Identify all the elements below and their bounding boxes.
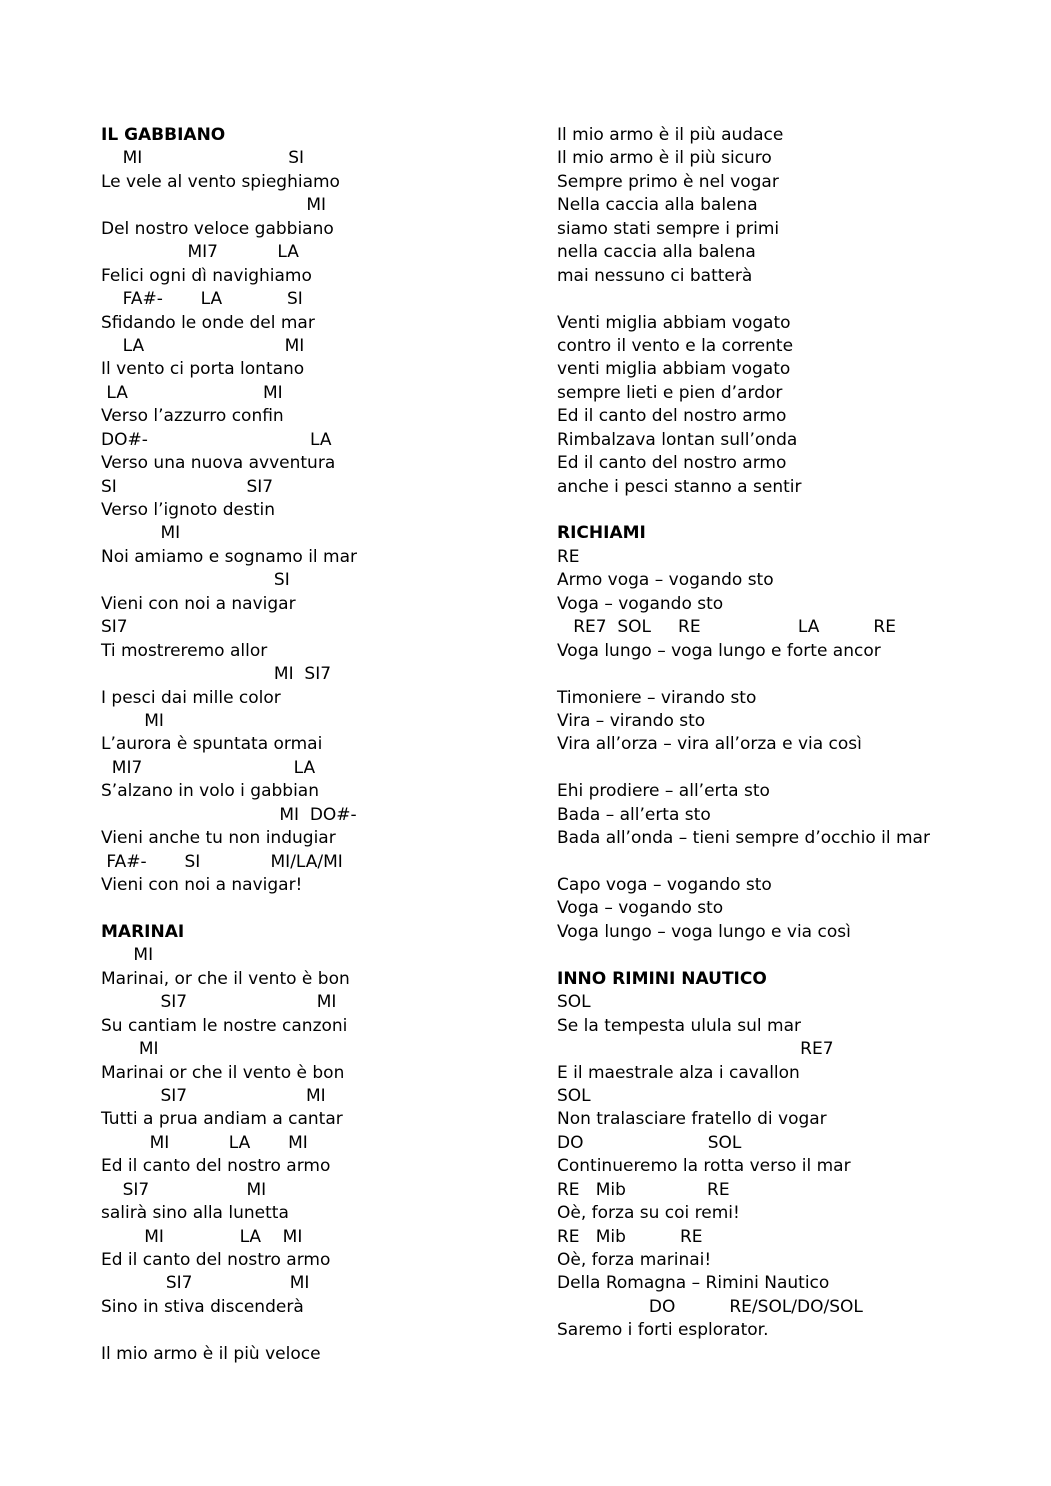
lyric-line: Sempre primo è nel vogar — [557, 171, 779, 192]
chord-line: MI — [101, 523, 181, 544]
chord-line: SI7 — [101, 617, 128, 638]
chord-line: DO SOL — [557, 1132, 742, 1153]
lyric-line: Voga lungo – voga lungo e forte ancor — [557, 640, 881, 661]
lyric-line: Verso una nuova avventura — [101, 453, 336, 474]
chord-line: DO#- LA — [101, 429, 332, 450]
chord-line: MI — [101, 1039, 159, 1060]
lyric-line: Vieni con noi a navigar — [101, 593, 296, 614]
chord-line: MI — [101, 710, 164, 731]
chord-line: SI — [101, 570, 290, 591]
lyric-line: Voga lungo – voga lungo e via così — [557, 921, 851, 942]
lyric-line: Se la tempesta ulula sul mar — [557, 1015, 802, 1036]
lyric-line: Il mio armo è il più veloce — [101, 1343, 321, 1364]
lyric-line: Continueremo la rotta verso il mar — [557, 1156, 851, 1177]
chord-line: RE Mib RE — [557, 1179, 730, 1200]
lyric-line: anche i pesci stanno a sentir — [557, 476, 802, 497]
chord-line: SI7 MI — [101, 1085, 326, 1106]
chord-line: MI7 LA — [101, 242, 299, 263]
lyric-line: Il vento ci porta lontano — [101, 359, 305, 380]
right-column — [557, 124, 1037, 1343]
lyric-line: salirà sino alla lunetta — [101, 1203, 289, 1224]
lyric-line: Bada all’onda – tieni sempre d’occhio il mar — [557, 828, 930, 849]
lyric-line: Bada – all’erta sto — [557, 804, 711, 825]
song-title: MARINAI — [101, 921, 185, 942]
chord-line: MI DO#- — [101, 804, 357, 825]
chord-line: MI SI — [101, 148, 305, 169]
chord-line: RE — [557, 546, 580, 567]
lyric-line: Su cantiam le nostre canzoni — [101, 1015, 348, 1036]
song-title: IL GABBIANO — [101, 125, 226, 145]
chord-line: SOL — [557, 992, 591, 1013]
blank-line — [557, 663, 1037, 686]
lyric-line: siamo stati sempre i primi — [557, 218, 780, 239]
lyric-line: Ed il canto del nostro armo — [101, 1156, 331, 1177]
chord-line: MI LA MI — [101, 1226, 303, 1247]
lyric-line: Oè, forza su coi remi! — [557, 1203, 740, 1224]
lyric-line: Non tralasciare fratello di vogar — [557, 1109, 827, 1130]
blank-line — [557, 757, 1037, 780]
lyric-line: Venti miglia abbiam vogato — [557, 312, 791, 333]
chord-line: MI — [101, 945, 154, 966]
lyric-line: Il mio armo è il più sicuro — [557, 148, 772, 169]
chord-line: LA MI — [101, 382, 283, 403]
lyric-line: Marinai or che il vento è bon — [101, 1062, 345, 1083]
lyric-line: Vira – virando sto — [557, 710, 706, 731]
left-column — [101, 124, 531, 1366]
chord-line: MI SI7 — [101, 664, 332, 685]
chord-line: MI LA MI — [101, 1132, 308, 1153]
lyric-line: Timoniere – virando sto — [557, 687, 757, 708]
chord-line: DO RE/SOL/DO/SOL — [557, 1296, 863, 1317]
chord-line: RE7 — [557, 1039, 834, 1060]
lyric-line: contro il vento e la corrente — [557, 335, 794, 356]
chord-line: SI7 MI — [101, 992, 337, 1013]
lyric-line: Sino in stiva discenderà — [101, 1296, 304, 1317]
lyric-line: Felici ogni dì navighiamo — [101, 265, 312, 286]
chord-line: LA MI — [101, 335, 305, 356]
chord-line: FA#- SI MI/LA/MI — [101, 851, 343, 872]
lyric-line: Ed il canto del nostro armo — [101, 1250, 331, 1270]
lyric-line: E il maestrale alza i cavallon — [557, 1062, 800, 1083]
lyric-line: Verso l’azzurro confin — [101, 406, 284, 427]
lyric-line: I pesci dai mille color — [101, 687, 281, 708]
chord-line: MI7 LA — [101, 757, 316, 778]
blank-line — [557, 499, 1037, 522]
lyric-line: Vieni con noi a navigar! — [101, 875, 303, 895]
blank-line — [557, 944, 1037, 967]
lyric-line: Verso l’ignoto destin — [101, 500, 275, 520]
lyric-line: Sfidando le onde del mar — [101, 312, 315, 333]
lyric-line: Saremo i forti esplorator. — [557, 1320, 769, 1341]
blank-line — [101, 897, 531, 920]
lyric-line: L’aurora è spuntata ormai — [101, 734, 323, 755]
lyric-line: Ed il canto del nostro armo — [557, 406, 787, 427]
lyric-line: Nella caccia alla balena — [557, 195, 758, 216]
lyric-line: Ti mostreremo allor — [101, 640, 268, 661]
blank-line — [557, 851, 1037, 874]
lyric-line: Capo voga – vogando sto — [557, 875, 772, 895]
song-title: INNO RIMINI NAUTICO — [557, 968, 767, 989]
lyric-line: Il mio armo è il più audace — [557, 125, 784, 145]
lyric-line: Voga – vogando sto — [557, 593, 724, 614]
chord-line: MI — [101, 195, 327, 216]
chord-line: SI7 MI — [101, 1273, 310, 1294]
chord-line: SI SI7 — [101, 476, 274, 497]
lyric-line: Del nostro veloce gabbiano — [101, 218, 334, 239]
lyric-line: Le vele al vento spieghiamo — [101, 171, 340, 192]
lyric-line: Armo voga – vogando sto — [557, 570, 774, 591]
lyric-line: mai nessuno ci batterà — [557, 265, 753, 286]
lyric-line: nella caccia alla balena — [557, 242, 756, 263]
blank-line — [101, 1319, 531, 1342]
lyric-line: Tutti a prua andiam a cantar — [101, 1109, 343, 1130]
chord-line: FA#- LA SI — [101, 289, 303, 310]
lyric-line: Noi amiamo e sognamo il mar — [101, 546, 358, 567]
lyric-line: Voga – vogando sto — [557, 898, 724, 919]
lyric-line: Rimbalzava lontan sull’onda — [557, 429, 798, 450]
lyric-line: S’alzano in volo i gabbian — [101, 781, 319, 802]
chord-line: SI7 MI — [101, 1179, 267, 1200]
lyric-line: venti miglia abbiam vogato — [557, 359, 791, 380]
song-title: RICHIAMI — [557, 523, 646, 544]
chord-line: SOL — [557, 1085, 591, 1106]
lyric-line: Marinai, or che il vento è bon — [101, 968, 350, 989]
lyric-line: Vira all’orza – vira all’orza e via così — [557, 734, 862, 755]
lyric-line: Ehi prodiere – all’erta sto — [557, 781, 770, 802]
chord-line: RE Mib RE — [557, 1226, 703, 1247]
lyric-line: Vieni anche tu non indugiar — [101, 828, 336, 849]
lyric-line: Ed il canto del nostro armo — [557, 453, 787, 474]
lyric-line: sempre lieti e pien d’ardor — [557, 382, 783, 403]
lyric-line: Oè, forza marinai! — [557, 1250, 712, 1270]
blank-line — [557, 288, 1037, 311]
chord-line: RE7 SOL RE LA RE — [557, 617, 896, 638]
lyric-line: Della Romagna – Rimini Nautico — [557, 1273, 830, 1294]
